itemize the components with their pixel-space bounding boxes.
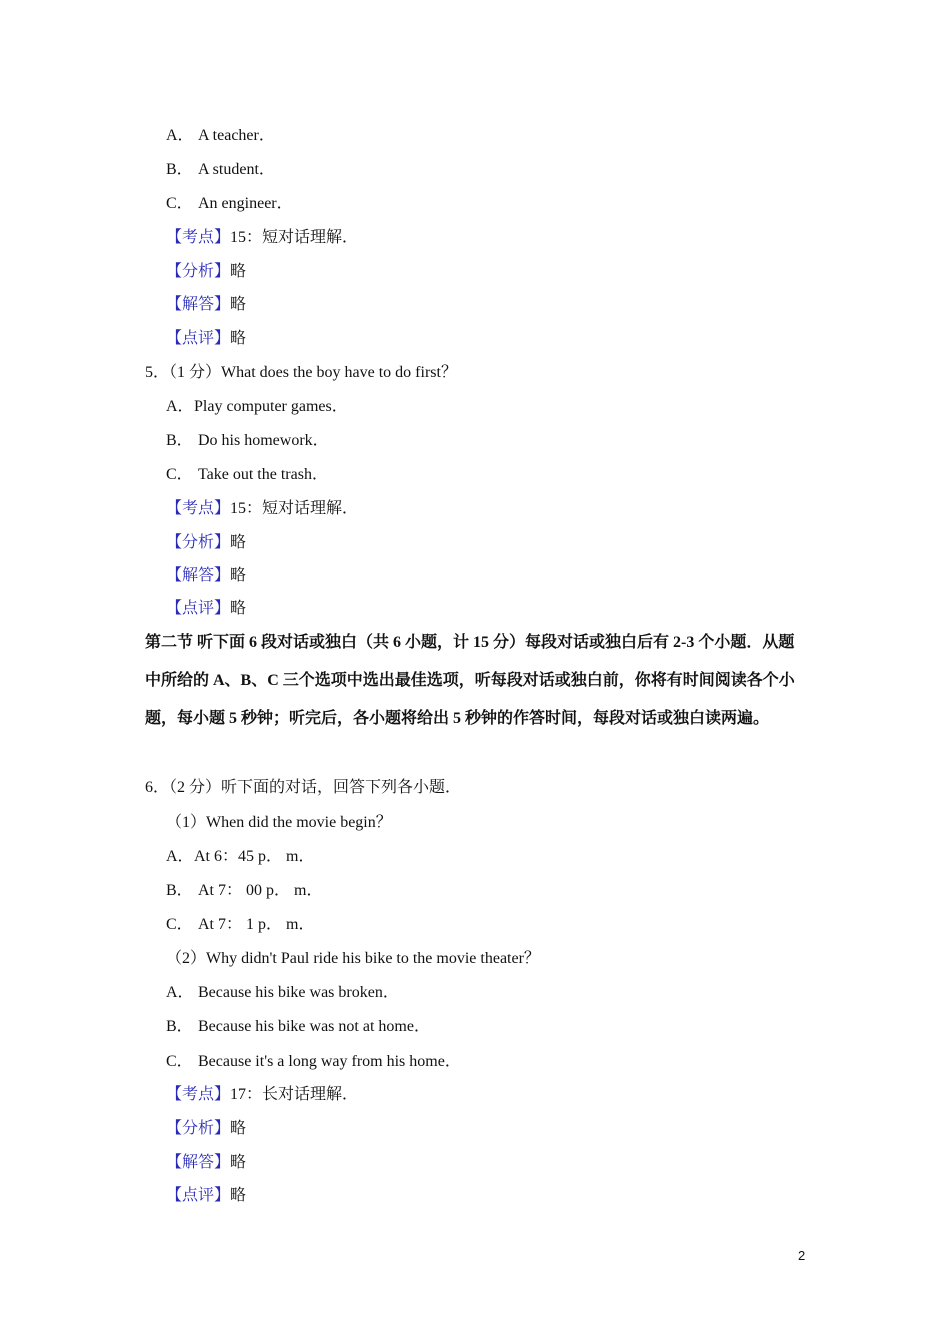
q6-sub2-stem: （2）Why didn't Paul ride his bike to the movie theater？ [166,950,540,967]
q6-sub1-option-a: A．At 6：45 p． m． [166,848,315,865]
q6-sub2-option-c: C． Because it's a long way from his home． [166,1053,461,1070]
q5-option-c: C． Take out the trash． [166,466,328,483]
q6-sub2-option-b: B． Because his bike was not at home． [166,1018,430,1035]
section-2-instructions: 第二节 听下面 6 段对话或独白（共 6 小题，计 15 分）每段对话或独白后有 2-3 个小题．从题中所给的 A、B、C 三个选项中选出最佳选项，听每段对话或独白前，你将有时间阅读各个小题，每小题 5 秒钟；听完后，各小题将给出 5 秒钟的作答时间，每段对话或独白读两遍。 [145,634,795,727]
q6-note-dianping: 【点评】略 [166,1187,247,1204]
q4-note-dianping: 【点评】略 [166,330,247,347]
q6-stem: 6．（2 分）听下面的对话，回答下列各小题． [145,779,462,796]
q5-option-a: A．Play computer games． [166,398,348,415]
page-number: 2 [798,1248,806,1263]
q6-sub2-option-a: A． Because his bike was broken． [166,984,399,1001]
q5-note-kaodian: 【考点】15：短对话理解． [166,500,359,517]
q4-option-c: C． An engineer． [166,195,293,212]
q5-note-jieda: 【解答】略 [166,567,247,584]
q6-note-kaodian: 【考点】17：长对话理解． [166,1086,359,1103]
q6-note-jieda: 【解答】略 [166,1154,247,1171]
q4-option-b: B． A student． [166,161,275,178]
q4-note-jieda: 【解答】略 [166,296,247,313]
q4-note-fenxi: 【分析】略 [166,263,247,280]
q6-sub1-option-b: B． At 7： 00 p． m． [166,882,323,899]
q5-note-fenxi: 【分析】略 [166,534,247,551]
q6-sub1-option-c: C． At 7： 1 p． m． [166,916,315,933]
q6-note-fenxi: 【分析】略 [166,1120,247,1137]
q4-option-a: A． A teacher． [166,127,275,144]
q5-option-b: B． Do his homework． [166,432,329,449]
q6-sub1-stem: （1）When did the movie begin？ [166,814,392,831]
q5-note-dianping: 【点评】略 [166,600,247,617]
q4-note-kaodian: 【考点】15：短对话理解． [166,229,359,246]
q5-stem: 5．（1 分）What does the boy have to do first？ [145,364,457,381]
